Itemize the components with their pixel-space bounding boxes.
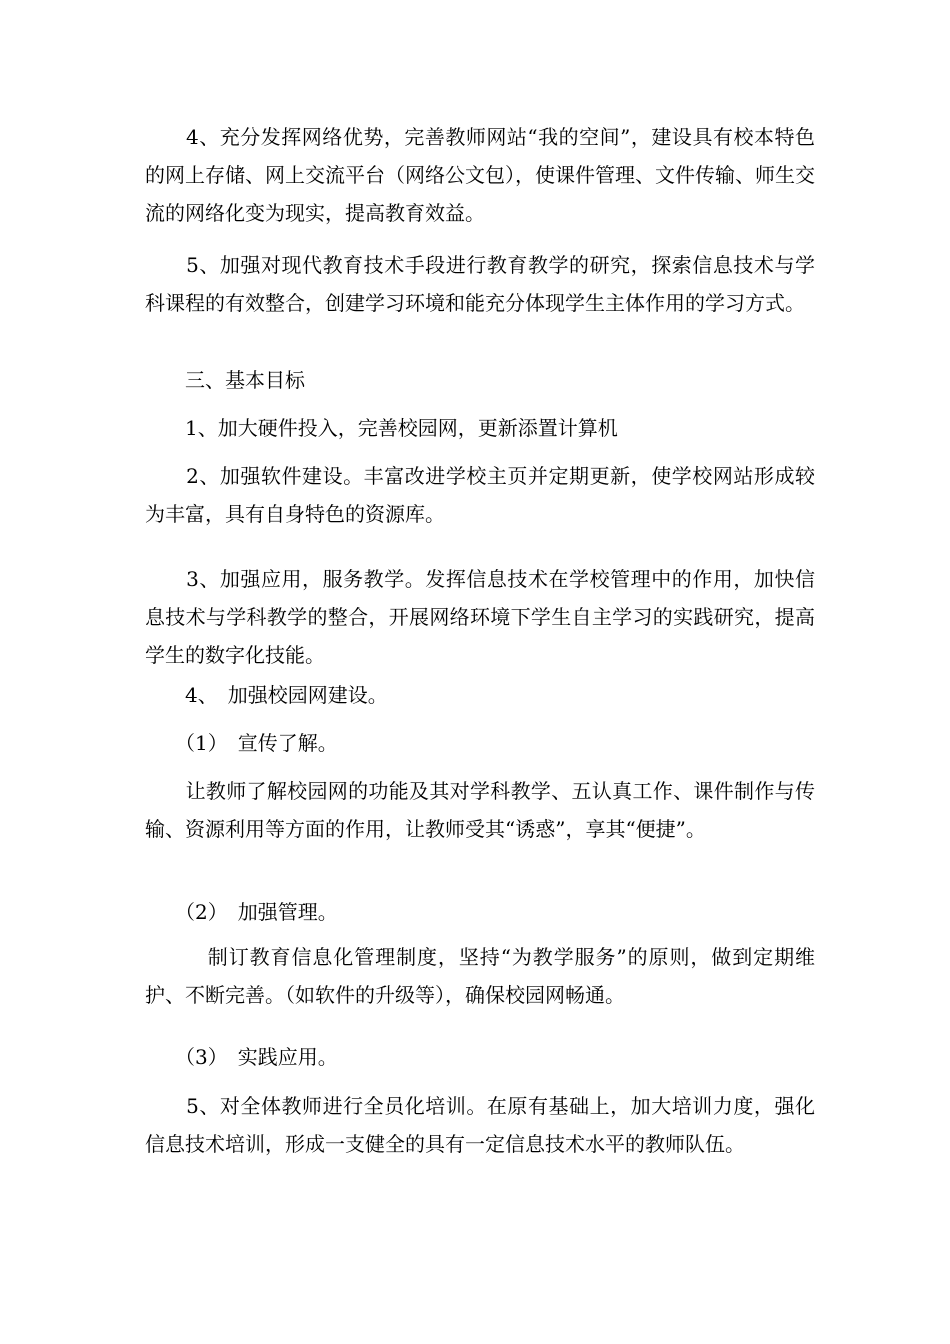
subheading-management: （2） 加强管理。 bbox=[145, 900, 338, 924]
goal-4-campus-network: 4、 加强校园网建设。 bbox=[145, 683, 388, 707]
paragraph-management-body: 制订教育信息化管理制度，坚持“为教学服务”的原则，做到定期维护、不断完善。（如软件的升级等），确保校园网畅通。 bbox=[145, 945, 815, 1007]
subheading-publicity: （1） 宣传了解。 bbox=[145, 731, 338, 755]
goal-3-application: 3、加强应用，服务教学。发挥信息技术在学校管理中的作用，加快信息技术与学科教学的整合，开展网络环境下学生自主学习的实践研究，提高学生的数字化技能。 bbox=[145, 567, 815, 667]
paragraph-network-platform: 4、充分发挥网络优势，完善教师网站“我的空间”，建设具有校本特色的网上存储、网上交流平台（网络公文包），使课件管理、文件传输、师生交流的网络化变为现实，提高教育效益。 bbox=[145, 125, 815, 225]
paragraph-technology-research: 5、加强对现代教育技术手段进行教育教学的研究，探索信息技术与学科课程的有效整合，创建学习环境和能充分体现学生主体作用的学习方式。 bbox=[145, 253, 815, 315]
goal-5-training: 5、对全体教师进行全员化培训。在原有基础上，加大培训力度，强化信息技术培训，形成一支健全的具有一定信息技术水平的教师队伍。 bbox=[145, 1094, 815, 1156]
subheading-practice: （3） 实践应用。 bbox=[145, 1045, 338, 1069]
goal-1-hardware: 1、加大硬件投入，完善校园网，更新添置计算机 bbox=[145, 416, 618, 440]
goal-2-software: 2、加强软件建设。丰富改进学校主页并定期更新，使学校网站形成较为丰富，具有自身特色的资源库。 bbox=[145, 464, 815, 526]
paragraph-publicity-body: 让教师了解校园网的功能及其对学科教学、五认真工作、课件制作与传输、资源利用等方面的作用，让教师受其“诱惑”，享其“便捷”。 bbox=[145, 779, 815, 841]
section-heading-basic-goals: 三、基本目标 bbox=[145, 368, 305, 392]
